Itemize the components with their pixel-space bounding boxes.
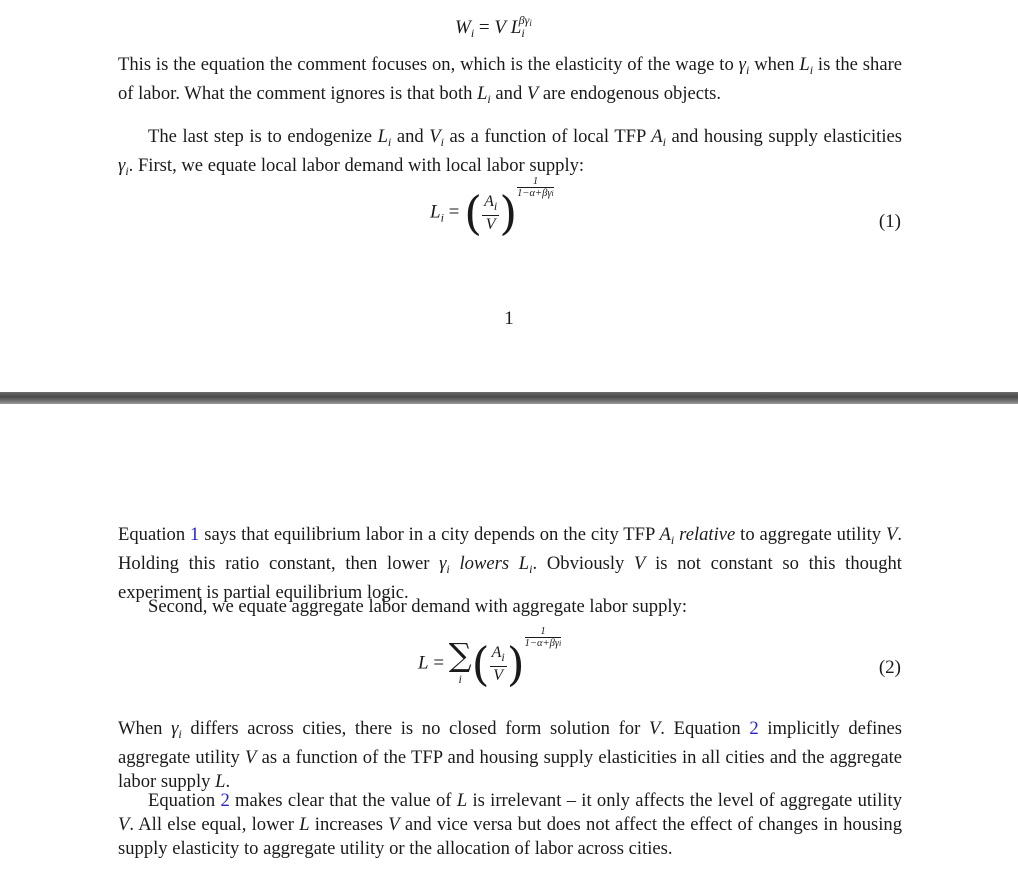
- text-run: . All else equal, lower: [129, 814, 300, 835]
- math-subscript: i: [670, 533, 675, 547]
- math-symbol: A: [659, 524, 671, 545]
- equation-link[interactable]: 1: [190, 524, 200, 545]
- math-symbol: L: [456, 790, 468, 811]
- math-symbol: L: [299, 814, 310, 835]
- emphasis-text: relative: [679, 524, 736, 545]
- text-run: says that equilibrium labor in a city depends on the city TFP: [199, 524, 660, 545]
- eq-operator: =: [478, 17, 490, 38]
- math-subscript: i: [745, 63, 750, 77]
- math-subscript: i: [662, 135, 666, 149]
- text-run: and housing supply elasticities: [665, 126, 902, 147]
- fraction-denominator: V: [493, 667, 504, 684]
- text-run: differs across cities, there is no closed form solution for: [181, 718, 649, 739]
- exponent-fraction: [517, 176, 554, 199]
- text-run: . Obviously: [532, 553, 635, 574]
- paragraph: [118, 125, 902, 183]
- wage-equation: [455, 8, 532, 45]
- document-page-1: [0, 0, 1018, 392]
- summation: [448, 636, 472, 688]
- page-divider: [0, 392, 1018, 404]
- text-run: When: [118, 718, 172, 739]
- text-run: implicitly defines aggregate utility: [118, 718, 903, 768]
- math-symbol: V: [648, 718, 661, 739]
- math-subscript: i: [446, 562, 450, 576]
- paragraph: [118, 717, 902, 794]
- text-run: . Equation: [660, 718, 750, 739]
- text-run: .: [225, 771, 231, 792]
- paragraph: [118, 53, 902, 111]
- fraction-denominator: V: [485, 216, 496, 233]
- exponent-denominator: 1−α+βγ: [524, 638, 559, 649]
- paragraph: [118, 595, 902, 619]
- eq-symbol: A: [484, 193, 494, 210]
- text-run: to aggregate utility: [735, 524, 886, 545]
- text-run: is the share of labor. What the comment ignores is that both: [118, 54, 903, 104]
- text-run: Equation: [148, 790, 221, 811]
- fraction-numerator: [490, 644, 507, 667]
- eq-symbol: L: [418, 652, 429, 674]
- text-run: are endogenous objects.: [538, 83, 722, 104]
- equation-1: [430, 176, 554, 240]
- paragraph: [118, 523, 902, 605]
- eq-subscript: i: [440, 210, 444, 225]
- math-symbol: V: [526, 83, 539, 104]
- math-symbol: V: [634, 553, 646, 574]
- math-subscript: i: [440, 135, 444, 149]
- math-symbol: V: [245, 747, 257, 768]
- math-subscript: i: [487, 92, 491, 106]
- text-run: and vice versa but does not affect the effect of changes in housing supply elasticity to aggregate utility or the allocation of labor across cities.: [118, 814, 902, 859]
- eq-subscript: i: [558, 639, 562, 648]
- math-symbol: γ: [738, 54, 746, 75]
- document-page-2: [0, 404, 1018, 884]
- text-run: when: [749, 54, 800, 75]
- math-symbol: L: [799, 54, 810, 75]
- text-run: and: [391, 126, 430, 147]
- text-run: as a function of the TFP and housing supply elasticities in all cities and the aggregate labor supply: [118, 747, 902, 792]
- math-symbol: γ: [171, 718, 179, 739]
- left-paren: (: [471, 637, 490, 691]
- text-run: and: [490, 83, 527, 104]
- text-run: is not constant so this thought experiment is partial equilibrium logic.: [118, 553, 902, 603]
- text-run: [509, 553, 519, 574]
- eq-subscript: i: [529, 18, 532, 28]
- text-run: . First, we equate local labor demand with local labor supply:: [128, 155, 585, 176]
- fraction: [490, 644, 507, 684]
- text-run: increases: [309, 814, 389, 835]
- equation-2: [418, 626, 562, 691]
- math-symbol: L: [377, 126, 388, 147]
- page-number: 1: [504, 308, 514, 329]
- text-run: Equation: [118, 524, 191, 545]
- equation-link[interactable]: 2: [749, 718, 759, 739]
- math-subscript: i: [809, 63, 814, 77]
- math-subscript: i: [387, 135, 392, 149]
- right-paren: ): [499, 186, 518, 240]
- eq-subscript: i: [551, 189, 554, 198]
- paragraph: [118, 789, 902, 861]
- fraction: [482, 193, 499, 233]
- math-symbol: L: [518, 553, 530, 574]
- text-run: . Holding this ratio constant, then lower: [118, 524, 903, 574]
- math-subscript: i: [529, 562, 533, 576]
- eq-subscript: i: [470, 26, 475, 40]
- math-symbol: L: [215, 771, 226, 792]
- math-symbol: V: [118, 814, 130, 835]
- math-symbol: γ: [439, 553, 447, 574]
- exponent-fraction: [525, 626, 562, 649]
- left-paren: (: [464, 186, 483, 240]
- eq-symbol: A: [491, 644, 502, 661]
- text-run: as a function of local TFP: [443, 126, 652, 147]
- eq-operator: =: [433, 652, 445, 674]
- exponent-numerator: 1: [517, 176, 554, 188]
- eq-exponent: βγ: [518, 13, 530, 27]
- text-run: makes clear that the value of: [229, 790, 457, 811]
- math-symbol: V: [429, 126, 441, 147]
- text-run: This is the equation the comment focuses on, which is the elasticity of the wage to: [118, 54, 739, 75]
- fraction-numerator: [482, 193, 499, 216]
- equation-number: (1): [878, 211, 901, 232]
- math-symbol: V: [388, 814, 400, 835]
- eq-operator: =: [448, 201, 460, 223]
- eq-subscript: i: [493, 199, 498, 213]
- math-symbol: γ: [118, 155, 126, 176]
- text-run: Second, we equate aggregate labor demand with aggregate labor supply:: [148, 596, 688, 617]
- sigma-symbol: ∑: [448, 636, 472, 674]
- math-symbol: V: [886, 524, 898, 545]
- equation-link[interactable]: 2: [220, 790, 230, 811]
- text-run: The last step is to endogenize: [148, 126, 378, 147]
- eq-symbol: L: [510, 17, 522, 38]
- math-symbol: A: [651, 126, 663, 147]
- exponent-numerator: 1: [525, 626, 562, 638]
- eq-symbol: V: [494, 17, 506, 38]
- eq-subscript: i: [501, 650, 505, 664]
- math-subscript: i: [178, 727, 182, 741]
- math-subscript: i: [125, 164, 129, 178]
- sum-index: i: [458, 672, 462, 686]
- exponent-denominator: 1−α+βγ: [517, 188, 552, 199]
- emphasis-text: lowers: [459, 553, 510, 574]
- eq-symbol: W: [455, 17, 471, 38]
- eq-symbol: L: [430, 201, 441, 223]
- eq-subscript: i: [521, 26, 525, 40]
- math-symbol: L: [477, 83, 488, 104]
- equation-number: (2): [878, 657, 901, 678]
- right-paren: ): [506, 637, 525, 691]
- text-run: is irrelevant – it only affects the level of aggregate utility: [467, 790, 903, 811]
